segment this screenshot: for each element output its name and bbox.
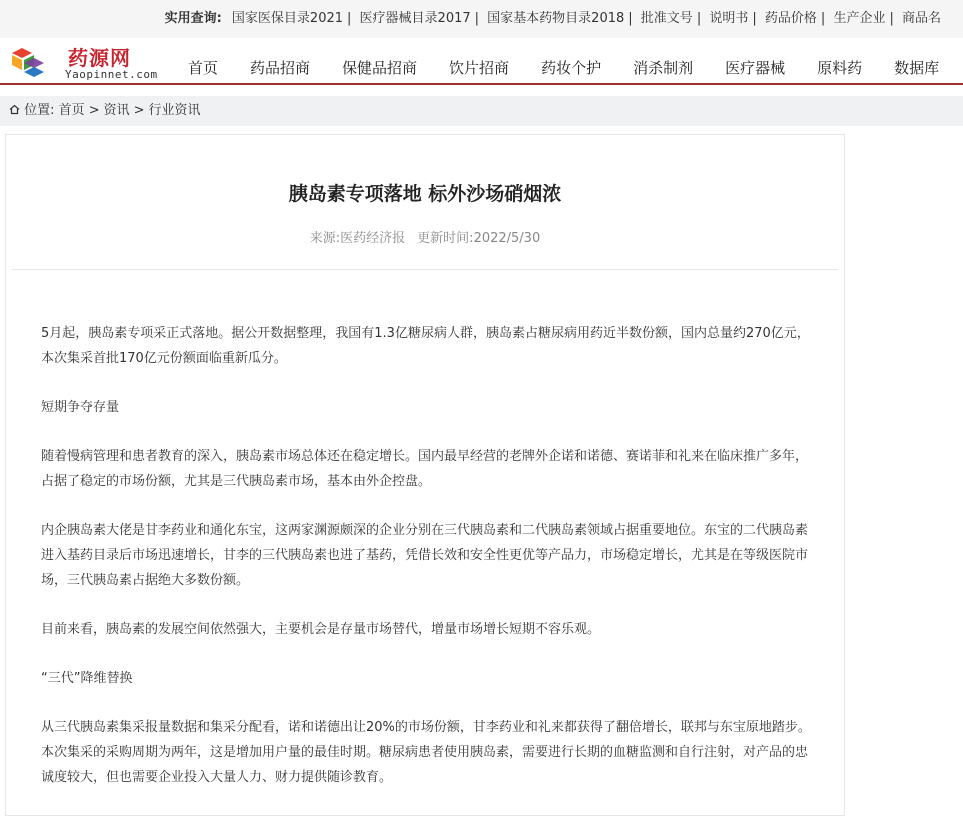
link-manufacturer[interactable]: 生产企业: [833, 11, 886, 26]
title-divider: [12, 269, 838, 270]
logo-domain: Yaopinnet.com: [65, 68, 158, 81]
nav-health-products[interactable]: 保健品招商: [342, 59, 418, 77]
article-title: 胰岛素专项落地 标外沙场硝烟浓: [288, 183, 562, 205]
source-label: 来源:: [309, 231, 341, 246]
article-body: [41, 321, 811, 814]
site-header: [0, 38, 963, 85]
nav-database[interactable]: 数据库: [894, 59, 940, 77]
link-approval-number[interactable]: 批准文号: [640, 11, 693, 26]
nav-cosmetics-personal-care[interactable]: 药妆个护: [541, 59, 602, 77]
utility-links: 实用查询: 国家医保目录2021 | 医疗器械目录2017 | 国家基本药物目录2018 | 批准文号 | 说明书 | 药品价格 | 生产企业 | 商品名: [164, 11, 941, 26]
breadcrumb-industry-news[interactable]: 行业资讯: [148, 103, 201, 118]
home-icon: [9, 104, 20, 115]
paragraph: 从三代胰岛素集采报量数据和集采分配看，诺和诺德出让20%的市场份额，甘李药业和礼来都获得了翻倍增长，联邦与东宝原地踏步。本次集采的采购周期为两年，这是增加用户量的最佳时期。糖尿病患者使用胰岛素，需要进行长期的血糖监测和自行注射，对产品的忠诚度较大，但也需要企业投入大量人力、财力提供随诊教育。: [41, 720, 811, 785]
logo-name: 药源网: [68, 46, 131, 70]
utility-label: 实用查询:: [164, 11, 222, 26]
yaopinnet-logo-icon: [10, 46, 48, 80]
paragraph: 内企胰岛素大佬是甘李药业和通化东宝，这两家渊源颇深的企业分别在三代胰岛素和二代胰岛素领域占据重要地位。东宝的二代胰岛素进入基药目录后市场迅速增长，甘李的三代胰岛素也进了基药，凭借长效和安全性更优等产品力，市场稳定增长，尤其是在等级医院市场，三代胰岛素占据绝大多数份额。: [41, 523, 809, 588]
source-name: 医药经济报: [340, 231, 406, 246]
main-nav: [172, 38, 955, 83]
link-drug-price[interactable]: 药品价格: [764, 11, 817, 26]
section-heading: “三代”降维替换: [41, 671, 133, 686]
paragraph-intro: 5月起，胰岛素专项采正式落地。据公开数据整理，我国有1.3亿糖尿病人群，胰岛素占糖尿病用药近半数份额，国内总量约270亿元，本次集采首批170亿元份额面临重新瓜分。: [41, 326, 810, 366]
paragraph: 目前来看，胰岛素的发展空间依然强大，主要机会是存量市场替代，增量市场增长短期不容乐观。: [41, 622, 601, 637]
breadcrumb-home[interactable]: 首页: [58, 103, 85, 118]
updated-date: 2022/5/30: [473, 231, 541, 246]
nav-drug-investment[interactable]: 药品招商: [250, 59, 311, 77]
breadcrumb-news[interactable]: 资讯: [103, 103, 130, 118]
paragraph: 随着慢病管理和患者教育的深入，胰岛素市场总体还在稳定增长。国内最早经营的老牌外企诺和诺德、赛诺菲和礼来在临床推广多年，占据了稳定的市场份额，尤其是三代胰岛素市场，基本由外企控盘。: [41, 449, 809, 489]
nav-home[interactable]: 首页: [188, 59, 219, 77]
nav-raw-materials[interactable]: 原料药: [817, 59, 863, 77]
breadcrumb: 位置: 首页 > 资讯 > 行业资讯: [0, 96, 963, 126]
link-brand-name[interactable]: 商品名: [901, 11, 941, 26]
link-device-catalog-2017[interactable]: 医疗器械目录2017: [359, 11, 471, 26]
section-heading: 短期争夺存量: [41, 400, 120, 415]
breadcrumb-prefix: 位置:: [24, 103, 55, 118]
link-instructions[interactable]: 说明书: [709, 11, 749, 26]
nav-decoction-pieces[interactable]: 饮片招商: [449, 59, 510, 77]
utility-bar: [0, 0, 963, 38]
link-essential-drugs-2018[interactable]: 国家基本药物目录2018: [487, 11, 625, 26]
link-nrdl-2021[interactable]: 国家医保目录2021: [231, 11, 344, 26]
article: [5, 134, 845, 816]
nav-medical-devices[interactable]: 医疗器械: [725, 59, 786, 77]
nav-disinfectants[interactable]: 消杀制剂: [633, 59, 694, 77]
site-logo[interactable]: [10, 42, 170, 82]
article-meta: [6, 227, 844, 246]
updated-label: 更新时间:: [417, 231, 474, 246]
